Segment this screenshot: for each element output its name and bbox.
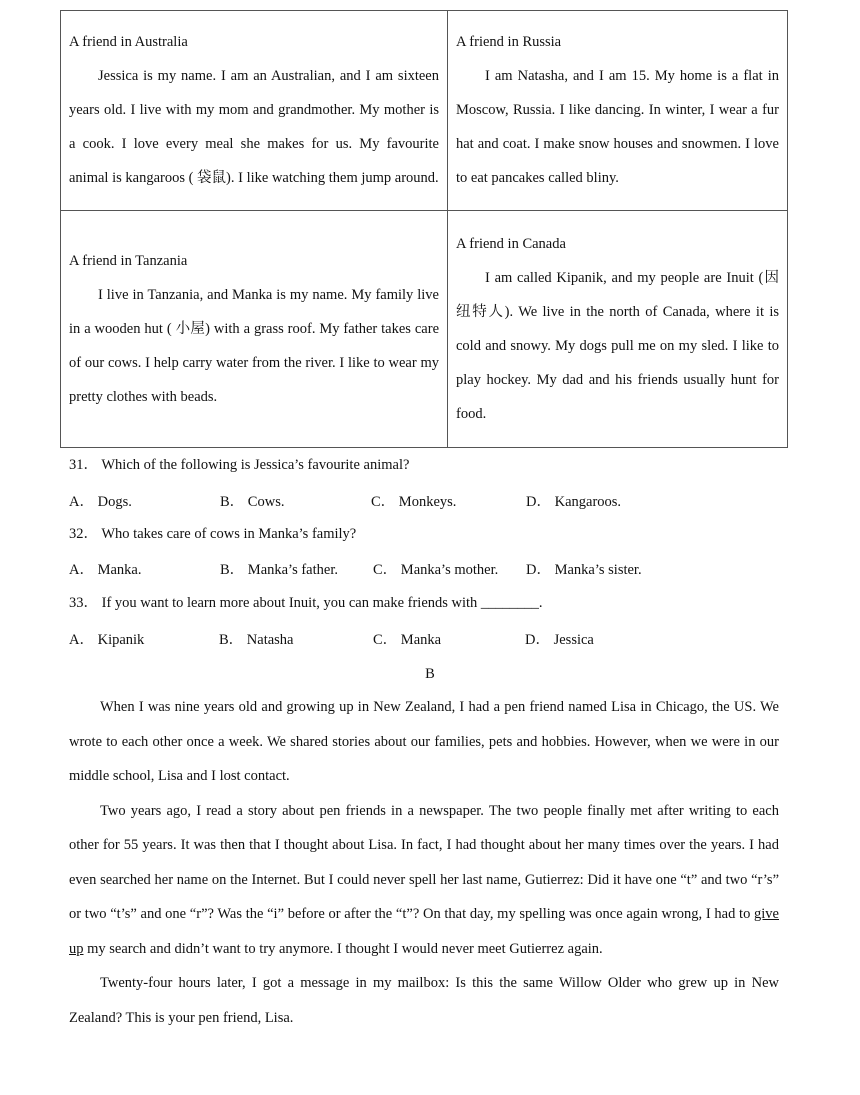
- friends-table: [60, 10, 788, 448]
- cell-body: I am called Kipanik, and my people are Inuit (因纽特人). We live in the north of Canada, where it is cold and snowy. My dogs pull me on my sled. I like to play hockey. My dad and his friends usually hunt for food.: [456, 269, 779, 422]
- paragraph-text: my search and didn’t want to try anymore. I thought I would never meet Gutierrez again.: [83, 940, 603, 957]
- option-b[interactable]: B． Cows.: [220, 494, 285, 510]
- question-31: 31． Which of the following is Jessica’s favourite animal?: [69, 457, 410, 473]
- underlined-phrase: give up: [69, 906, 779, 957]
- cell-title: A friend in Canada: [456, 235, 566, 252]
- cell-australia: [61, 11, 448, 211]
- paragraph: When I was nine years old and growing up in New Zealand, I had a pen friend named Lisa in Chicago, the US. We wrote to each other once a week. We shared stories about our families, pets and hobbies. However, when we were in our middle school, Lisa and I lost contact.: [69, 699, 779, 784]
- cell-title: A friend in Tanzania: [69, 252, 188, 269]
- cell-body: I live in Tanzania, and Manka is my name. My family live in a wooden hut ( 小屋) with a grass roof. My father takes care of our cows. I help carry water from the river. I like to wear my pretty clothes with beads.: [69, 286, 439, 405]
- option-c[interactable]: C． Manka’s mother.: [373, 562, 499, 578]
- cell-russia: [448, 11, 788, 211]
- cell-body: Jessica is my name. I am an Australian, and I am sixteen years old. I live with my mom and grandmother. My mother is a cook. I love every meal she makes for us. My favourite animal is kangaroos ( 袋鼠). I like watching them jump around.: [69, 68, 439, 187]
- option-a[interactable]: A． Dogs.: [69, 494, 132, 510]
- option-c[interactable]: C． Manka: [373, 632, 442, 648]
- option-d[interactable]: D． Jessica: [525, 632, 594, 648]
- option-c[interactable]: C． Monkeys.: [371, 494, 457, 510]
- option-a[interactable]: A． Manka.: [69, 562, 142, 578]
- paragraph: [69, 794, 779, 967]
- paragraph: Twenty-four hours later, I got a message in my mailbox: Is this the same Willow Older who grew up in New Zealand? This is your pen friend, Lisa.: [69, 975, 779, 1026]
- option-b[interactable]: B． Manka’s father.: [220, 562, 338, 578]
- question-32: 32． Who takes care of cows in Manka’s family?: [69, 526, 357, 542]
- option-a[interactable]: A． Kipanik: [69, 632, 145, 648]
- option-b[interactable]: B． Natasha: [219, 632, 294, 648]
- cell-canada: [448, 210, 788, 447]
- cell-title: A friend in Russia: [456, 34, 562, 51]
- paragraph-text: Two years ago, I read a story about pen friends in a newspaper. The two people finally met after writing to each other for 55 years. It was then that I thought about Lisa. In fact, I had thought about her many times over the years. I had even searched her name on the Internet. But I could never spell her last name, Gutierrez: Did it have one “t” and two “r’s” or two “t’s” and one “r”? Was the “i” before or after the “t”? On that day, my spelling was once again wrong, I had to: [69, 802, 779, 922]
- passage-b: [69, 690, 779, 1035]
- option-d[interactable]: D． Manka’s sister.: [526, 562, 642, 578]
- cell-body: I am Natasha, and I am 15. My home is a flat in Moscow, Russia. I like dancing. In winter, I wear a fur hat and coat. I make snow houses and snowmen. I love to eat pancakes called bliny.: [456, 68, 779, 187]
- option-d[interactable]: D． Kangaroos.: [526, 494, 622, 510]
- cell-tanzania: [61, 210, 448, 447]
- cell-title: A friend in Australia: [69, 34, 188, 51]
- question-33: 33． If you want to learn more about Inuit, you can make friends with ________.: [69, 595, 543, 611]
- section-heading: B: [425, 666, 435, 682]
